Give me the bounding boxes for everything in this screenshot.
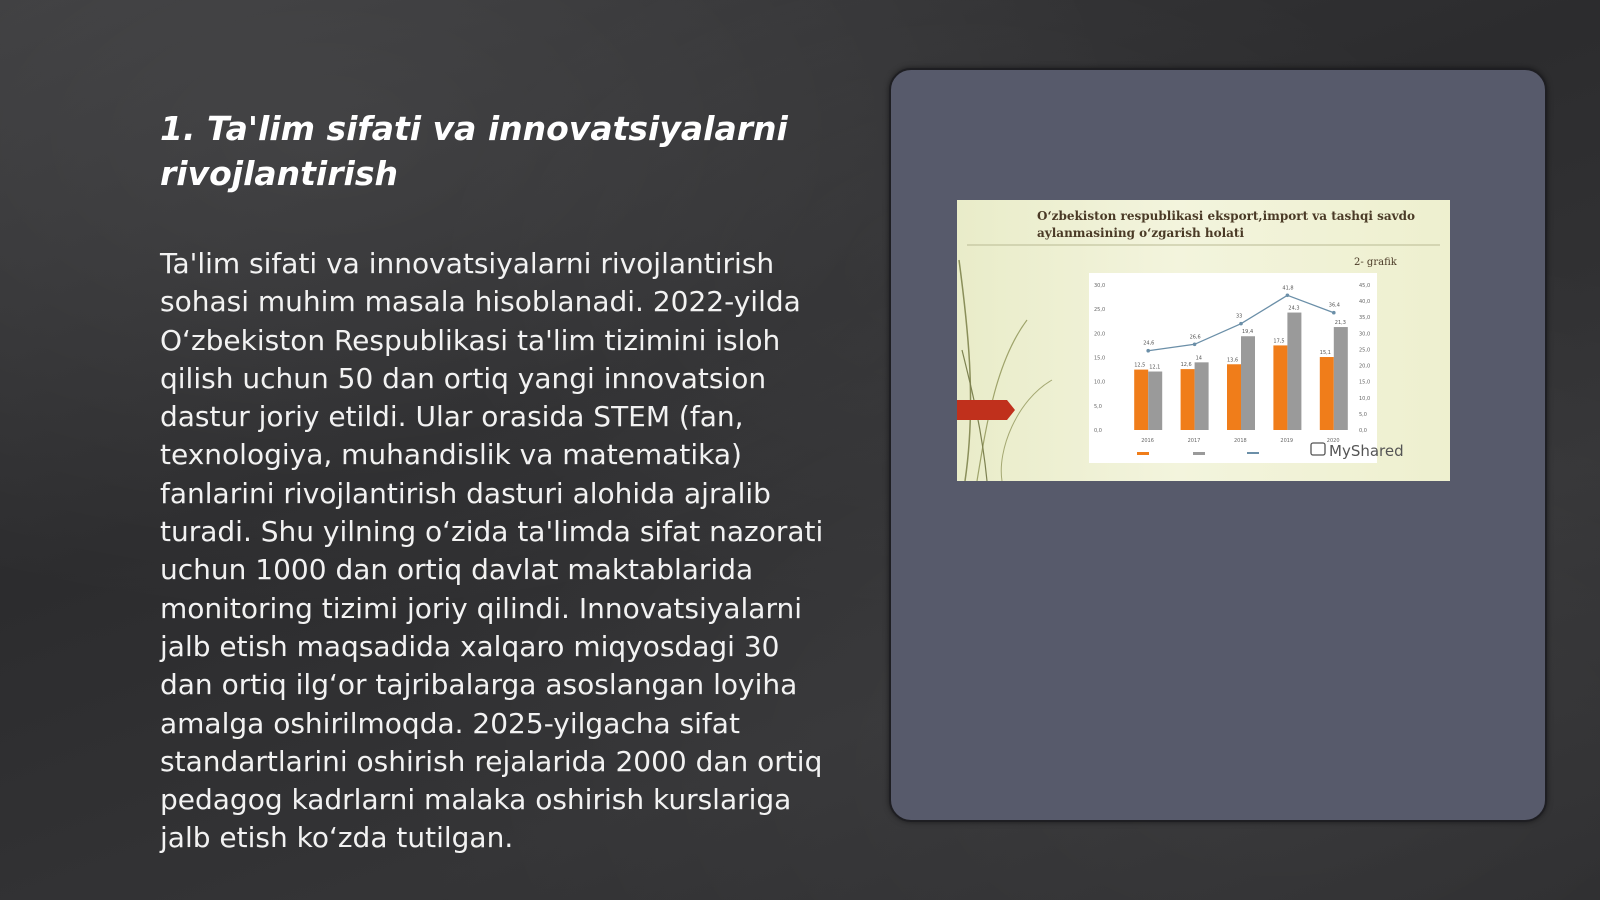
right-axis-tick-label: 5,0 (1359, 411, 1367, 418)
chart-thumbnail-svg (957, 200, 1450, 481)
slide-body-text: Ta'lim sifati va innovatsiyalarni rivojlantirish sohasi muhim masala hisoblanadi. 2022-yilda O‘zbekiston Respublikasi ta'lim tizimini isloh qilish uchun 50 dan ortiq yangi innovatsion dastur joriy etildi. Ular orasida STEM (fan, texnologiya, muhandislik va matematika) fanlarini rivojlantirish dasturi alohida ajralib turadi. Shu yilning o‘zida ta'limda sifat nazorati uchun 1000 dan ortiq davlat maktablarida monitoring tizimi joriy qilindi. Innovatsiyalarni jalb etish maqsadida xalqaro miqyosdagi 30 dan ortiq ilg‘or tajribalarga asoslangan loyiha amalga oshirilmoqda. 2025-yilgacha sifat standartlarini oshirish rejalarida 2000 dan ortiq pedagog kadrlarni malaka oshirish kurslariga jalb etish ko‘zda tutilgan. (160, 247, 824, 855)
x-axis-tick-label: 2017 (1187, 438, 1201, 444)
data-label-import: 19,4 (1242, 329, 1254, 336)
bar-import (1287, 313, 1301, 430)
x-axis-tick-label: 2019 (1280, 438, 1294, 444)
bar-export (1227, 364, 1241, 430)
left-axis-tick-label: 0,0 (1094, 428, 1102, 434)
x-axis-tick-label: 2018 (1234, 438, 1247, 444)
chart-title-line2: aylanmasining o‘zgarish holati (1037, 226, 1245, 240)
series-line-point (1193, 342, 1197, 346)
x-axis-tick-label: 2020 (1326, 438, 1340, 444)
left-axis-tick-label: 20,0 (1094, 331, 1106, 338)
legend-swatch-export (1137, 452, 1149, 455)
right-axis-tick-label: 40,0 (1359, 299, 1371, 306)
right-axis-tick-label: 20,0 (1359, 363, 1371, 370)
bar-export (1273, 345, 1287, 430)
bar-export (1320, 357, 1334, 430)
bar-import (1195, 362, 1209, 430)
data-label-import: 12,1 (1149, 364, 1161, 371)
right-axis-tick-label: 15,0 (1359, 379, 1371, 386)
right-axis-tick-label: 0,0 (1359, 428, 1367, 434)
series-line-point (1239, 322, 1243, 326)
right-axis-tick-label: 35,0 (1359, 315, 1371, 322)
left-axis-tick-label: 25,0 (1094, 307, 1106, 314)
data-label-export: 15,1 (1319, 350, 1331, 357)
left-axis-tick-label: 10,0 (1094, 379, 1106, 386)
data-label-export: 13,6 (1227, 357, 1239, 364)
data-label-export: 12,6 (1180, 362, 1192, 369)
data-label-import: 21,3 (1334, 320, 1346, 327)
bar-export (1181, 369, 1195, 430)
left-axis-tick-label: 30,0 (1094, 283, 1106, 289)
chart-thumbnail-image (957, 200, 1450, 481)
data-label-import: 24,3 (1288, 305, 1300, 312)
right-axis-tick-label: 30,0 (1359, 331, 1371, 338)
data-label-turnover: 36,4 (1328, 302, 1340, 309)
data-label-export: 12,5 (1134, 362, 1146, 369)
legend-swatch-import (1193, 452, 1205, 455)
slide-title: 1. Ta'lim sifati va innovatsiyalarni rivojlantirish (160, 109, 788, 193)
bar-import (1241, 336, 1255, 430)
data-label-export: 17,5 (1273, 338, 1285, 345)
data-label-turnover: 24,6 (1143, 340, 1155, 347)
grafik-label: 2- grafik (1354, 257, 1397, 268)
grass-stroke-decoration (1001, 380, 1052, 481)
data-label-turnover: 26,6 (1189, 334, 1201, 341)
series-line-point (1332, 311, 1336, 315)
series-line-point (1286, 294, 1290, 298)
legend-swatch-turnover (1247, 452, 1259, 454)
right-axis-tick-label: 10,0 (1359, 395, 1371, 402)
bar-export (1134, 370, 1148, 430)
data-label-import: 14 (1195, 355, 1202, 362)
left-axis-tick-label: 5,0 (1094, 403, 1102, 410)
right-axis-tick-label: 25,0 (1359, 347, 1371, 354)
x-axis-tick-label: 2016 (1141, 438, 1154, 444)
left-axis-tick-label: 15,0 (1094, 355, 1106, 362)
chart-title-line1: O‘zbekiston respublikasi eksport,import va tashqi savdo (1037, 209, 1416, 223)
bar-import (1148, 372, 1162, 430)
myshared-watermark: MyShared (1329, 442, 1404, 460)
red-arrow-marker-icon (957, 400, 1015, 420)
bar-import (1334, 327, 1348, 430)
right-axis-tick-label: 45,0 (1359, 283, 1371, 289)
grass-stroke-decoration (959, 260, 971, 481)
data-label-turnover: 33 (1236, 313, 1243, 320)
series-line-point (1146, 349, 1150, 353)
data-label-turnover: 41,8 (1282, 285, 1294, 292)
